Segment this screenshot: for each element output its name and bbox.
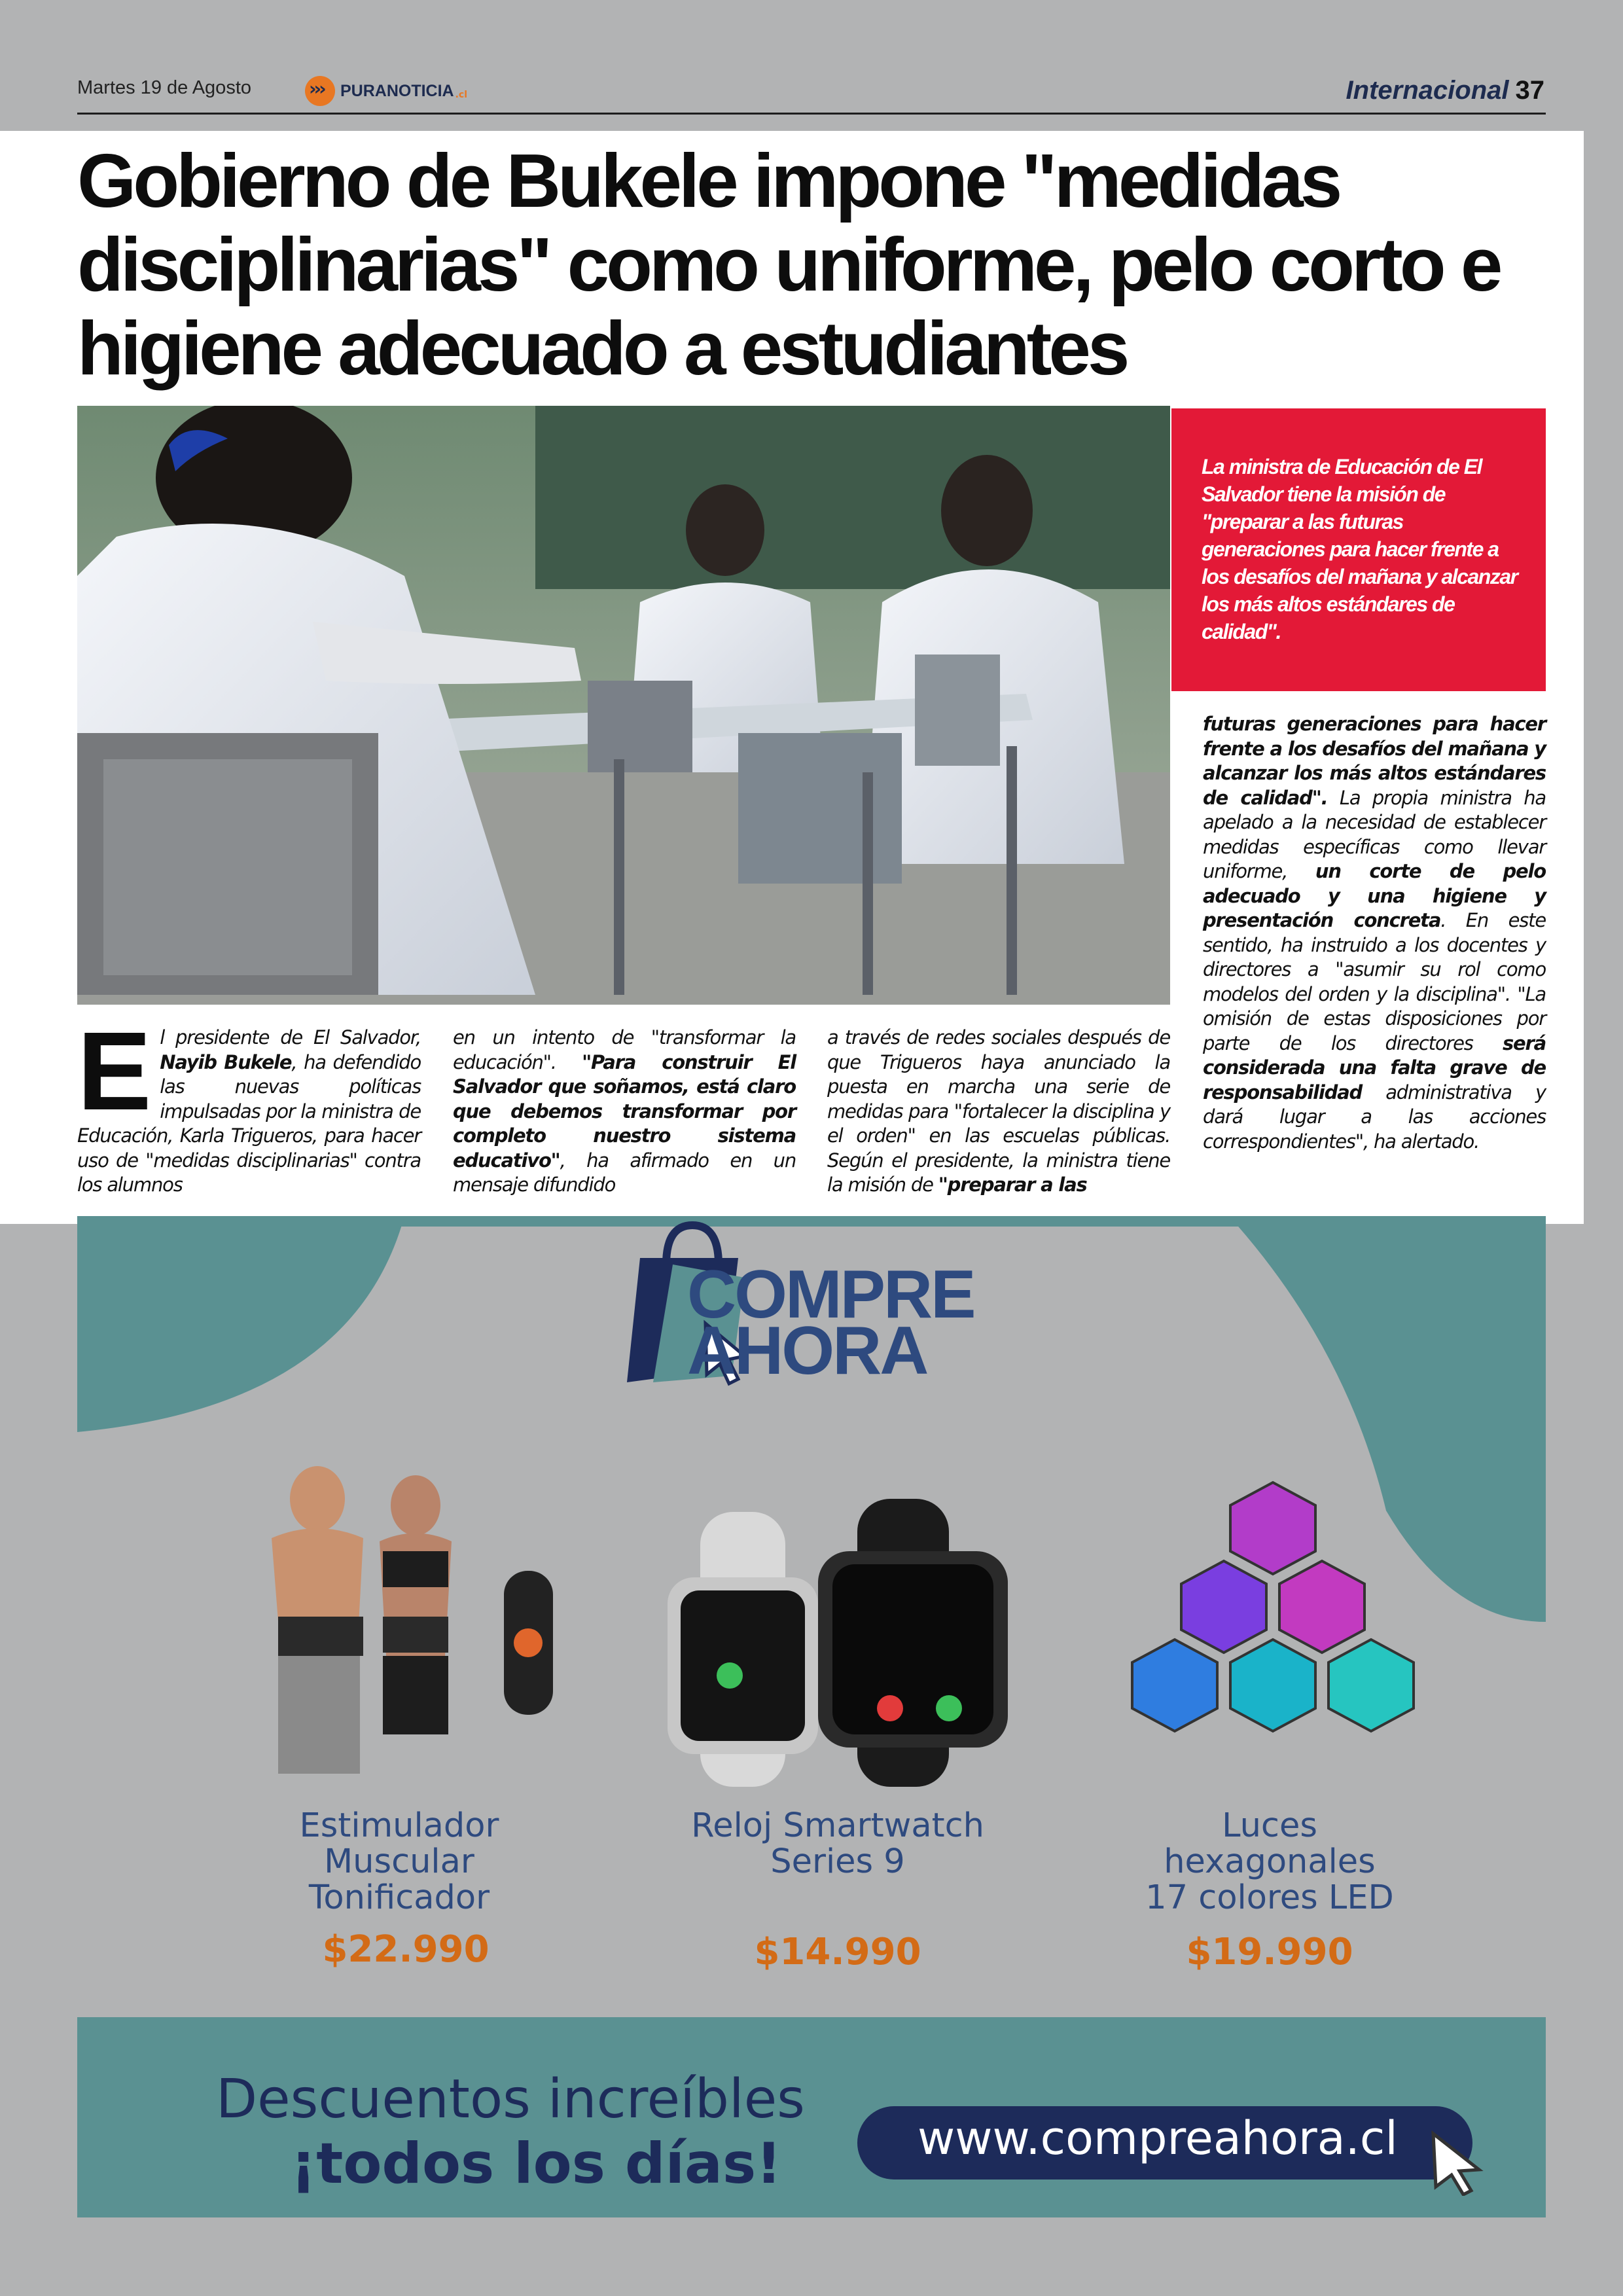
ad-logo-line1: COMPRE xyxy=(687,1257,974,1333)
article-column-1 xyxy=(77,1009,421,1198)
text-run: en un intento de "transformar la educación". xyxy=(453,1026,796,1073)
ad-logo-text xyxy=(687,1257,974,1389)
product-3-price[interactable]: $19.990 xyxy=(1186,1931,1353,1973)
product-1-name-line: Estimulador xyxy=(299,1806,499,1845)
product-2-name xyxy=(654,1808,1021,1880)
banner-line-2: ¡todos los días! xyxy=(291,2131,782,2197)
muscle-stimulator-image xyxy=(242,1460,576,1780)
text-run: La propia ministra ha apelado a la necesidad de establecer medidas específicas como llevar uniforme, xyxy=(1203,786,1546,882)
text-run: . En este sentido, ha instruido a los docentes y directores a "asumir su rol como modelos del orden y la disciplina". "La omisión de estas disposiciones por parte de los directores xyxy=(1203,909,1546,1054)
smartwatch-image xyxy=(661,1499,1041,1800)
article-column-3 xyxy=(827,1026,1170,1198)
masthead-logo[interactable] xyxy=(305,76,467,106)
section-name: Internacional xyxy=(1346,76,1509,105)
text-run: , ha defendido las nuevas políticas impulsadas por la ministra de Educación, Karla Trigueros, para hacer uso de "medidas disciplinarias" contra los alumnos xyxy=(77,1050,421,1196)
classroom-illustration xyxy=(77,406,1170,1005)
callout-quote: La ministra de Educación de El Salvador tiene la misión de "preparar a las futuras generaciones para hacer frente a los desafíos del mañana y alcanzar los más altos estándares de calidad". xyxy=(1202,455,1518,643)
product-2-name-line: Series 9 xyxy=(770,1842,905,1881)
chevrons-logo-icon xyxy=(305,76,335,106)
classroom-photo xyxy=(77,406,1170,1005)
product-1-name xyxy=(216,1808,582,1916)
text-run: "Para construir El Salvador que soñamos, está claro que debemos transformar por completo nuestro sistema educativo" xyxy=(453,1050,796,1172)
product-3-name-line: hexagonales xyxy=(1164,1842,1376,1881)
text-run: , ha afirmado en un mensaje difundido xyxy=(453,1149,796,1196)
product-2-price[interactable]: $14.990 xyxy=(754,1931,921,1973)
product-3-name xyxy=(1086,1808,1453,1916)
brand-name: PURANOTICIA xyxy=(340,81,454,100)
issue-date: Martes 19 de Agosto xyxy=(77,77,251,98)
text-run: "preparar a las xyxy=(938,1174,1087,1196)
article-column-2 xyxy=(453,1026,796,1198)
page-number: 37 xyxy=(1515,76,1544,105)
website-url[interactable]: www.compreahora.cl xyxy=(918,2111,1398,2165)
text-run: l presidente de El Salvador, xyxy=(160,1026,421,1049)
ad-logo-line2: AHORA xyxy=(687,1313,927,1389)
headline: Gobierno de Bukele impone "medidas disciplinarias" como uniforme, pelo corto e higiene adecuado a estudiantes xyxy=(77,138,1500,391)
text-run: futuras generaciones para hacer frente a los desafíos del mañana y alcanzar los más altos estándares de calidad". xyxy=(1203,713,1546,809)
cursor-pointer-icon xyxy=(1427,2130,1486,2196)
product-3-name-line: 17 colores LED xyxy=(1145,1878,1394,1917)
article-column-4 xyxy=(1203,712,1546,1154)
product-3-name-line: Luces xyxy=(1222,1806,1317,1845)
product-2-name-line: Reloj Smartwatch xyxy=(691,1806,984,1845)
banner-line-1: Descuentos increíbles xyxy=(216,2068,805,2130)
product-1-price[interactable]: $22.990 xyxy=(322,1928,490,1971)
hexagon-lights-image xyxy=(1119,1476,1427,1757)
product-1-name-line: Muscular xyxy=(324,1842,474,1881)
header-rule xyxy=(77,113,1546,115)
brand-tld: .cl xyxy=(455,90,468,100)
text-run: a través de redes sociales después de que Trigueros haya anunciado la puesta en marcha una serie de medidas para "fortalecer la disciplina y el orden" en las escuelas públicas. Según el presidente, la ministra tiene la misión de xyxy=(827,1026,1170,1196)
callout-box xyxy=(1171,408,1546,691)
section-header xyxy=(1346,76,1544,105)
product-1-name-line: Tonificador xyxy=(308,1878,490,1917)
text-run: un corte de pelo adecuado y una higiene y presentación concreta xyxy=(1203,860,1546,931)
text-run: Nayib Bukele xyxy=(160,1050,292,1073)
drop-cap: E xyxy=(77,1009,151,1134)
text-run: será considerada una falta grave de responsabilidad xyxy=(1203,1031,1546,1103)
text-run: administrativa y dará lugar a las acciones correspondientes", ha alertado. xyxy=(1203,1081,1546,1153)
